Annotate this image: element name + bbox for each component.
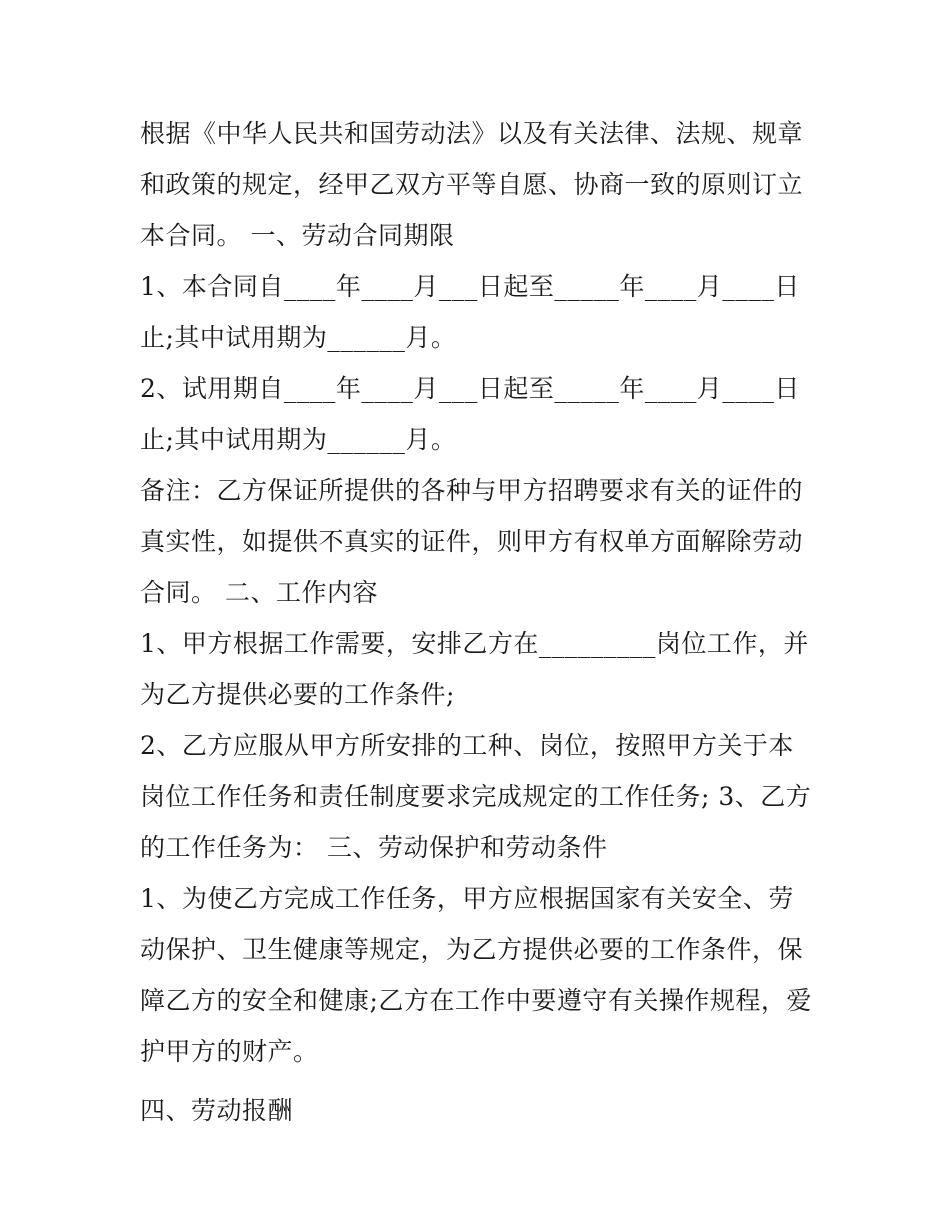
intro-paragraph: 根据《中华人民共和国劳动法》以及有关法律、法规、规章和政策的规定，经甲乙双方平等自愿、协商一致的原则订立本合同。 一、劳动合同期限 (140, 119, 804, 250)
clause-contract-term: 1、本合同自____年____月___日起至_____年____月____日止;其中试用期为______月。 (140, 272, 800, 352)
clause-work-position: 1、甲方根据工作需要，安排乙方在_________岗位工作，并为乙方提供必要的工作条件; (140, 629, 809, 709)
contract-body (140, 108, 812, 1136)
clause-probation-term: 2、试用期自____年____月___日起至_____年____月____日止;其中试用期为______月。 (140, 374, 800, 454)
section-heading-remuneration: 四、劳动报酬 (140, 1096, 294, 1125)
note-paragraph: 备注：乙方保证所提供的各种与甲方招聘要求有关的证件的真实性，如提供不真实的证件，则甲方有权单方面解除劳动合同。 二、工作内容 (140, 476, 804, 607)
clause-labor-protection: 1、为使乙方完成工作任务，甲方应根据国家有关安全、劳动保护、卫生健康等规定，为乙方提供必要的工作条件，保障乙方的安全和健康;乙方在工作中要遵守有关操作规程，爱护甲方的财产。 (140, 884, 812, 1066)
clause-work-duties: 2、乙方应服从甲方所安排的工种、岗位，按照甲方关于本岗位工作任务和责任制度要求完成规定的工作任务; 3、乙方的工作任务为： 三、劳动保护和劳动条件 (140, 731, 812, 862)
